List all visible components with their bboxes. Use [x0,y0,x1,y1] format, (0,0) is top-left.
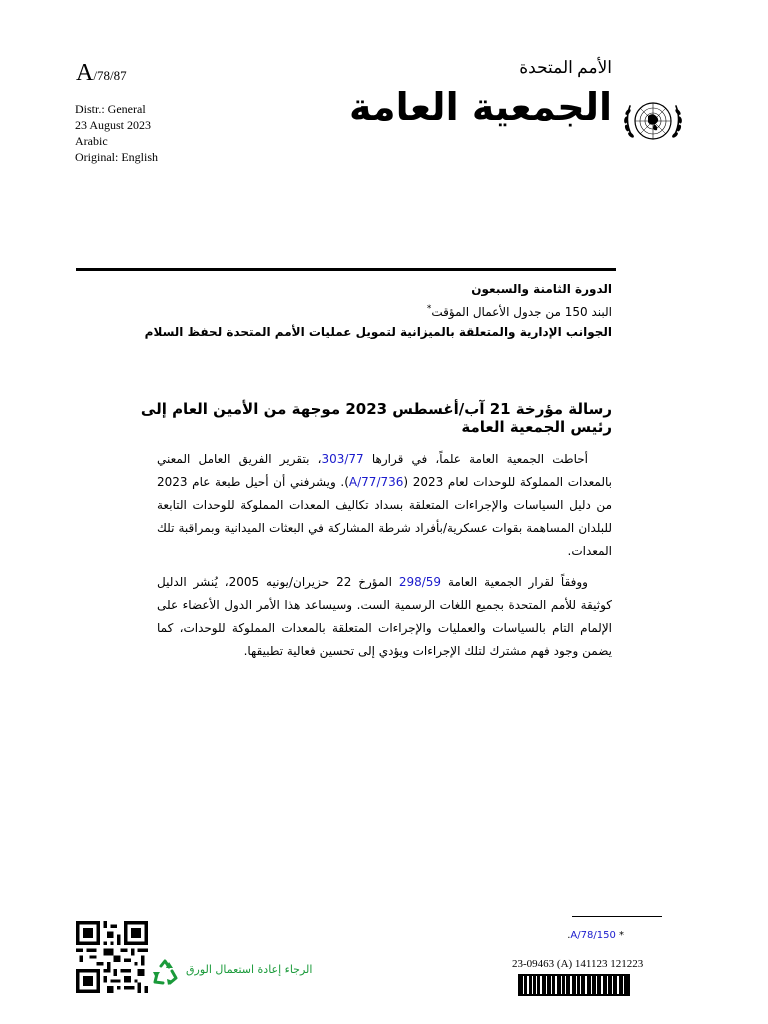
paragraph-1 [157,448,612,563]
header-divider [76,268,616,271]
paragraph-2-text-a: ووفقاً لقرار الجمعية العامة [441,575,588,589]
paragraph-1-text-b: ، بتقرير الفريق العامل المعني بالمعدات المملوكة للوحدات لعام 2023 ( [157,452,613,489]
barcode-icon [518,974,630,996]
session-name: الدورة الثامنة والسبعون [471,282,612,296]
paragraph-2-text-b: المؤرخ 22 حزيران/يونيه 2005، يُنشر الدليل كوثيقة للأمم المتحدة بجميع اللغات الرسمية الست. وسيساعد هذا الأمر الدول الأعضاء على الإلمام التام بالسياسات والعمليات والإجراءات المتعلقة بالمعدات المملوكة للوحدات، كما يضمن وجود فهم مشترك لتلك الإجراءات ويؤدي إلى تحسين فعالية تطبيقها. [157,575,612,658]
symbol-letter: A [76,60,94,86]
report-link[interactable]: A/77/736 [348,475,404,489]
agenda-item: البند 150 من جدول الأعمال المؤقت [431,305,612,319]
resolution-59-link[interactable]: 298/59 [398,575,442,589]
resolution-link[interactable]: 303/77 [321,452,364,466]
recycle-notice: الرجاء إعادة استعمال الورق [186,963,313,976]
date-line: 23 August 2023 [75,118,152,132]
agenda-item-line [142,299,612,322]
footnote [567,930,624,941]
un-emblem-icon [618,90,688,154]
paragraph-1-text-a: أحاطت الجمعية العامة علماً، في قرارها [363,452,588,466]
agenda-topic: الجوانب الإدارية والمتعلقة بالميزانية لتمويل عمليات الأمم المتحدة لحفظ السلام [144,325,612,339]
footnote-link[interactable]: A/78/150 [570,930,616,941]
symbol-number: /78/87 [93,68,127,83]
recycle-icon [150,958,180,988]
footnote-marker: * [619,930,624,941]
session-block [142,279,612,342]
distribution-block [75,101,158,165]
document-symbol [76,60,127,87]
footnote-end: . [567,930,571,941]
distribution-line: Distr.: General [75,102,146,116]
letter-body [157,448,612,663]
qr-code-icon [76,921,148,993]
united-nations-name: الأمم المتحدة [519,58,612,77]
general-assembly-title: الجمعية العامة [349,85,612,129]
letter-title: رسالة مؤرخة 21 آب/أغسطس 2023 موجهة من الأمين العام إلى رئيس الجمعية العامة [140,400,612,436]
paragraph-1-text-c: ). ويشرفني أن أحيل طبعة عام 2023 من دليل السياسات والإجراءات المتعلقة بسداد تكاليف المعدات المملوكة للوحدات التابعة للبلدان المساهمة بقوات عسكرية/بأفراد شرطة المشاركة في البعثات الميدانية وبمراقبة تلك المعدات. [157,475,612,558]
agenda-footnote-marker: * [426,304,432,314]
footnote-divider [572,916,662,917]
paragraph-2 [157,571,612,663]
job-number: 23-09463 (A) 141123 121223 [512,958,644,970]
original-language-line: Original: English [75,150,158,164]
language-line: Arabic [75,134,108,148]
